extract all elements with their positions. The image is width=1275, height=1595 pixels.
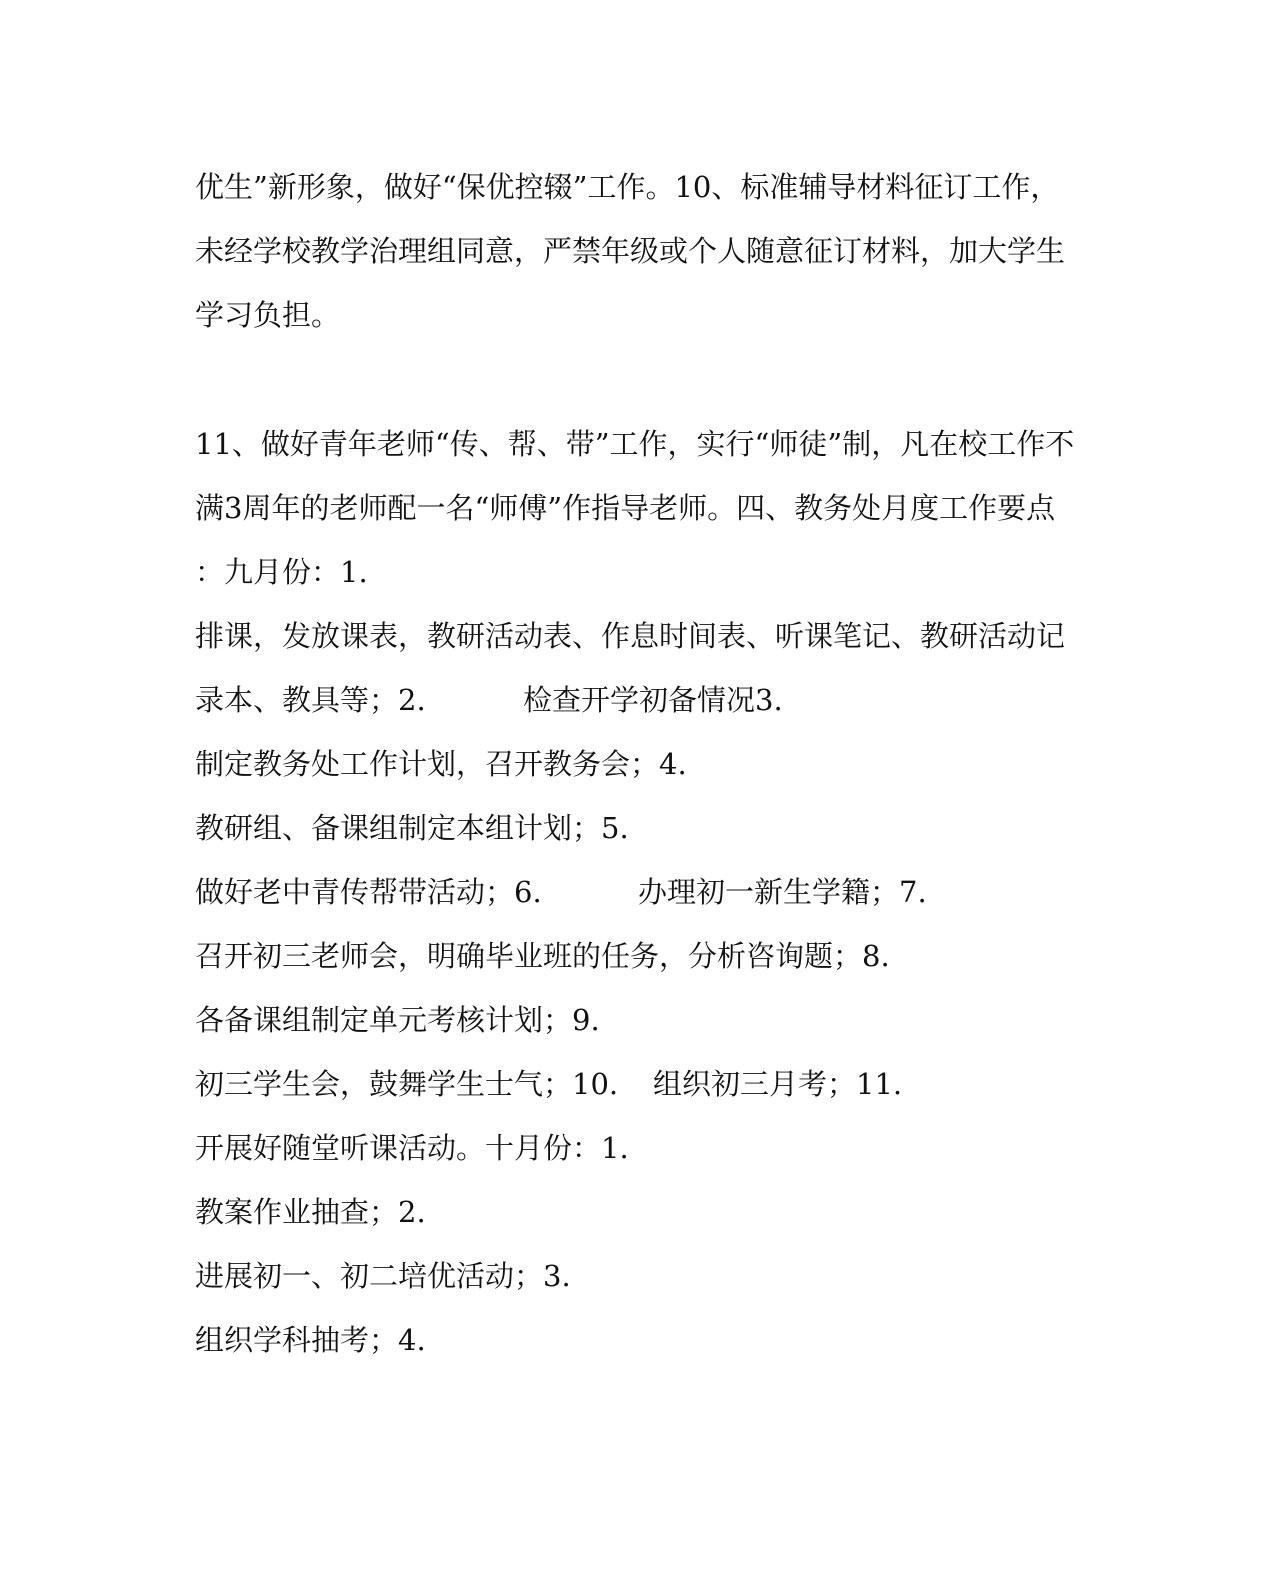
- text-line: 各备课组制定单元考核计划；9.: [195, 1003, 600, 1037]
- text-segment: 录本、教具等；2.: [195, 683, 426, 717]
- text-segment: 办理初一新生学籍；7.: [638, 875, 927, 909]
- text-line: ：九月份：1.: [195, 555, 368, 589]
- text-line: 教案作业抽查；2.: [195, 1195, 426, 1229]
- text-line: 制定教务处工作计划，召开教务会；4.: [195, 747, 687, 781]
- text-line: 进展初一、初二培优活动；3.: [195, 1259, 571, 1293]
- text-line: 教研组、备课组制定本组计划；5.: [195, 811, 629, 845]
- text-line: 优生”新形象，做好“保优控辍”工作。10、标准辅导材料征订工作，: [195, 170, 1060, 204]
- text-line: 满3周年的老师配一名“师傅”作指导老师。四、教务处月度工作要点: [195, 491, 1056, 525]
- text-segment: 做好老中青传帮带活动；6.: [195, 875, 542, 909]
- text-line: 召开初三老师会，明确毕业班的任务，分析咨询题；8.: [195, 939, 890, 973]
- text-line: [195, 680, 1095, 720]
- text-line: 组织学科抽考；4.: [195, 1323, 426, 1357]
- text-segment: 检查开学初备情况3.: [523, 683, 783, 717]
- text-line: 开展好随堂听课活动。十月份：1.: [195, 1131, 629, 1165]
- text-line: 学习负担。: [195, 298, 341, 332]
- text-line: 11、做好青年老师“传、帮、带”工作，实行“师徒”制，凡在校工作不: [195, 427, 1075, 461]
- text-line: [195, 872, 1095, 912]
- text-segment: 初三学生会，鼓舞学生士气；10.: [195, 1067, 619, 1101]
- text-line: 排课，发放课表，教研活动表、作息时间表、听课笔记、教研活动记: [195, 619, 1066, 653]
- text-line: 未经学校教学治理组同意，严禁年级或个人随意征订材料，加大学生: [195, 234, 1066, 268]
- text-segment: 组织初三月考；11.: [653, 1067, 903, 1101]
- text-line: [195, 1064, 1095, 1104]
